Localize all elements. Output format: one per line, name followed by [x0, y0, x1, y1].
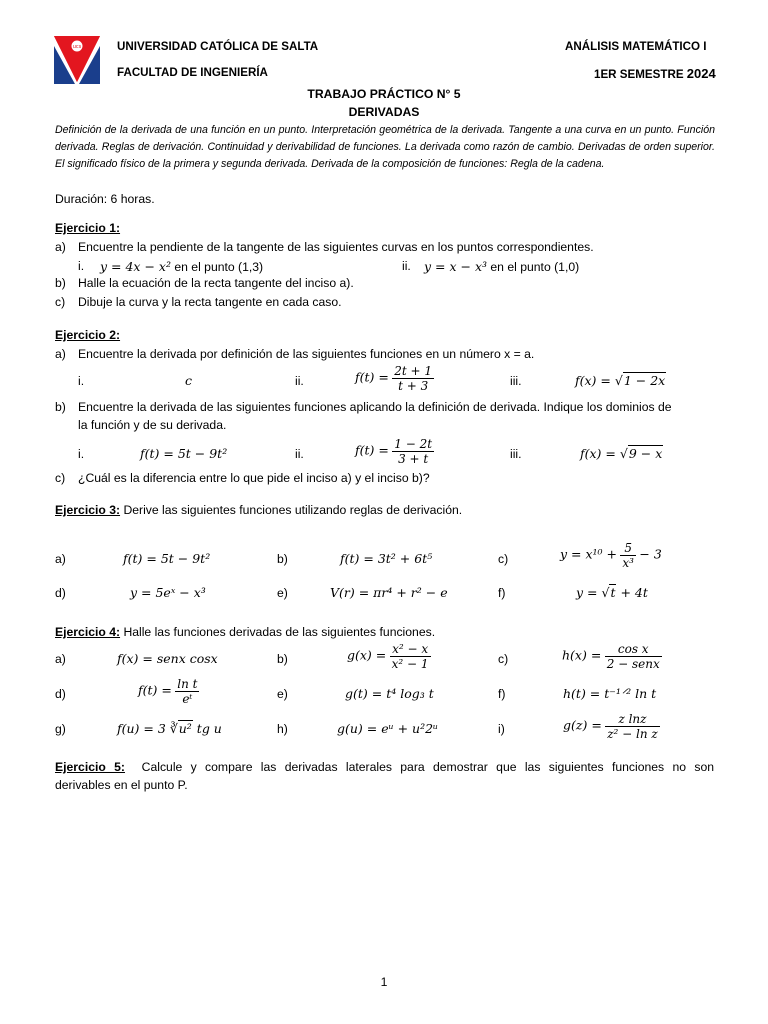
ex4-c-label: c) [498, 652, 509, 666]
ex4-header: Ejercicio 4: Halle las funciones derivadas de las siguientes funciones. [55, 625, 436, 639]
ex2-a-iii-label: iii. [510, 374, 522, 388]
ex2-a-text: Encuentre la derivada por definición de las siguientes funciones en un número x = a. [78, 347, 535, 361]
university-logo [54, 36, 100, 84]
ex4-e-label: e) [277, 687, 288, 701]
ex2-b-ii-expr: f(t) = $\frac{1 - 2t}{3 + t}$ [355, 437, 433, 466]
intro-paragraph: Definición de la derivada de una función en un punto. Interpretación geométrica de la derivada. Tangente a una curva en un punto. Función derivada. Reglas de derivación. Continuidad y derivabilidad de funciones. La derivada como razón de cambio. Derivadas de orden superior. El significado físico de la primera y segunda derivada. Derivada de la composición de funciones: Regla de la cadena. [55, 124, 715, 170]
ex4-f-label: f) [498, 687, 506, 701]
ex5-line-2: derivables en el punto P. [55, 778, 188, 792]
ex4-i-label: i) [498, 722, 505, 736]
ex2-a-label: a) [55, 347, 66, 361]
ex1-a-label: a) [55, 240, 66, 254]
ex2-c-label: c) [55, 471, 66, 485]
ex5-line-1: Ejercicio 5: Calcule y compare las derivadas laterales para demostrar que las siguientes funciones no son [55, 760, 714, 774]
ex2-title: Ejercicio 2: [55, 328, 121, 342]
ex4-b-expr: g(x) = $\frac{\text{x² − x}}{\text{x² − 1}}$ [347, 642, 429, 671]
ex2-b-iii-expr: f(x) = √9 − x [580, 446, 663, 461]
ex4-h-expr: g(u) = eᵘ + u²2ᵘ [337, 721, 439, 736]
semester-label: 1ER SEMESTRE 2024 [594, 66, 716, 81]
ex1-ii-item: y = x − x³ en el punto (1,0) [424, 259, 580, 274]
ex2-a-iii-expr: f(x) = √1 − 2x [575, 373, 666, 388]
faculty-name: FACULTAD DE INGENIERÍA [117, 66, 268, 79]
ex4-f-expr: h(t) = t⁻¹ᐟ² ln t [563, 686, 657, 701]
ex3-b-label: b) [277, 552, 288, 566]
ex1-title: Ejercicio 1: [55, 221, 121, 235]
ex1-a-text: Encuentre la pendiente de la tangente de las siguientes curvas en los puntos correspondientes. [78, 240, 594, 254]
duration: Duración: 6 horas. [55, 192, 155, 206]
ex2-b-iii-label: iii. [510, 447, 522, 461]
ex4-d-expr: f(t) = $\frac{\text{ln t}}{\text{eᵗ}}$ [138, 677, 198, 706]
ex1-i-label: i. [78, 259, 85, 273]
ex2-b-i-label: i. [78, 447, 85, 461]
course-name: ANÁLISIS MATEMÁTICO I [565, 40, 707, 53]
ex3-f-label: f) [498, 586, 506, 600]
ex1-c-text: Dibuje la curva y la recta tangente en cada caso. [78, 295, 342, 309]
ex3-f-expr: y = √t + 4t [576, 585, 648, 600]
ex4-h-label: h) [277, 722, 288, 736]
ex3-e-label: e) [277, 586, 288, 600]
ex2-a-i-expr: c [185, 373, 193, 388]
ex4-c-expr: h(x) = $\frac{\text{cos x}}{\text{2 − senx}}$ [562, 642, 660, 671]
ex3-header: Ejercicio 3: Derive las siguientes funciones utilizando reglas de derivación. [55, 503, 463, 517]
ex4-g-expr: f(u) = 3 ∛u² tg u [117, 721, 222, 736]
ex4-i-expr: g(z) = $\frac{\text{z lnz}}{\text{z² − ln z}}$ [563, 712, 658, 741]
ex1-c-label: c) [55, 295, 66, 309]
ex3-b-expr: f(t) = 3t² + 6t⁵ [340, 551, 433, 566]
page-number: 1 [380, 975, 388, 989]
ex4-a-expr: f(x) = senx cosx [117, 651, 218, 666]
ex2-a-i-label: i. [78, 374, 85, 388]
year-label: 2024 [686, 66, 716, 81]
ex3-d-expr: y = 5eˣ − x³ [130, 585, 206, 600]
ex4-g-label: g) [55, 722, 66, 736]
ex3-a-expr: f(t) = 5t − 9t² [123, 551, 211, 566]
ex1-i-item: y = 4x − x² en el punto (1,3) [100, 259, 264, 274]
ex4-a-label: a) [55, 652, 66, 666]
ex2-b-i-expr: f(t) = 5t − 9t² [140, 446, 228, 461]
ex2-b-text-1: Encuentre la derivada de las siguientes funciones aplicando la definición de derivada. Indique los dominios de [78, 400, 672, 414]
ex4-e-expr: g(t) = t⁴ log₃ t [345, 686, 434, 701]
ex2-b-label: b) [55, 400, 66, 414]
ex3-d-label: d) [55, 586, 66, 600]
ex2-b-text-2: la función y de su derivada. [78, 418, 227, 432]
university-name: UNIVERSIDAD CATÓLICA DE SALTA [117, 40, 319, 53]
ex3-c-label: c) [498, 552, 509, 566]
ex2-a-ii-label: ii. [295, 374, 304, 388]
ex2-b-ii-label: ii. [295, 447, 304, 461]
page-subtitle: DERIVADAS [348, 105, 420, 119]
page-title: TRABAJO PRÁCTICO N° 5 [307, 87, 461, 101]
ex4-b-label: b) [277, 652, 288, 666]
svg-text:ucs: ucs [72, 44, 82, 50]
ex4-d-label: d) [55, 687, 66, 701]
ex1-b-label: b) [55, 276, 66, 290]
ex1-ii-label: ii. [402, 259, 411, 273]
ex3-e-expr: V(r) = πr⁴ + r² − e [330, 585, 448, 600]
ex2-a-ii-expr: f(t) = $\frac{2t + 1}{t + 3}$ [355, 364, 433, 393]
ex3-a-label: a) [55, 552, 66, 566]
ex1-b-text: Halle la ecuación de la recta tangente del inciso a). [78, 276, 354, 290]
ex3-c-expr: y = x¹⁰ + $\frac{5}{\text{x³}}$ − 3 [560, 541, 662, 570]
ex2-c-text: ¿Cuál es la diferencia entre lo que pide el inciso a) y el inciso b)? [78, 471, 430, 485]
